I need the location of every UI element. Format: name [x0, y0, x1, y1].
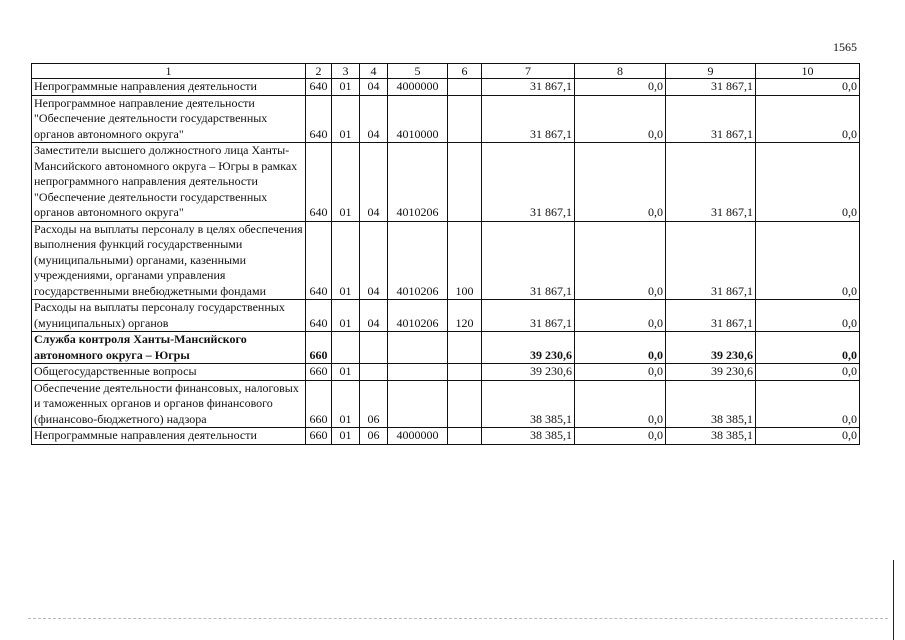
cell-code-3 [332, 332, 360, 364]
cell-code-3: 01 [332, 364, 360, 381]
column-header: 6 [448, 64, 482, 79]
cell-amount-7: 39 230,6 [482, 364, 575, 381]
cell-code-6: 120 [448, 300, 482, 332]
column-header: 1 [32, 64, 306, 79]
cell-code-3: 01 [332, 79, 360, 96]
cell-code-4: 04 [360, 221, 388, 300]
cell-code-6 [448, 143, 482, 222]
cell-description: Непрограммное направление деятельности "Обеспечение деятельности государственных органов автономного округа" [32, 95, 306, 143]
cell-code-5: 4010206 [388, 300, 448, 332]
cell-code-4: 04 [360, 300, 388, 332]
cell-code-3: 01 [332, 143, 360, 222]
cell-amount-8: 0,0 [575, 221, 666, 300]
cell-amount-9: 38 385,1 [666, 428, 756, 445]
scan-edge-line [893, 560, 894, 640]
cell-amount-8: 0,0 [575, 79, 666, 96]
table-header-row [32, 64, 860, 79]
cell-amount-7: 38 385,1 [482, 428, 575, 445]
cell-code-2: 660 [306, 364, 332, 381]
cell-code-6 [448, 364, 482, 381]
cell-code-4 [360, 332, 388, 364]
cell-code-3: 01 [332, 380, 360, 428]
table-row [32, 221, 860, 300]
cell-code-6 [448, 95, 482, 143]
cell-description: Обеспечение деятельности финансовых, налоговых и таможенных органов и органов финансового (финансово-бюджетного) надзора [32, 380, 306, 428]
cell-amount-8: 0,0 [575, 95, 666, 143]
cell-code-6 [448, 380, 482, 428]
cell-code-4 [360, 364, 388, 381]
cell-code-3: 01 [332, 221, 360, 300]
cell-code-2: 640 [306, 221, 332, 300]
cell-amount-10: 0,0 [756, 79, 860, 96]
cell-code-2: 660 [306, 380, 332, 428]
cell-amount-10: 0,0 [756, 300, 860, 332]
cell-amount-8: 0,0 [575, 428, 666, 445]
cell-description: Заместители высшего должностного лица Ханты-Мансийского автономного округа – Югры в рамках непрограммного направления деятельности "Обеспечение деятельности государственных органов автономного округа" [32, 143, 306, 222]
cell-amount-10: 0,0 [756, 95, 860, 143]
column-header: 9 [666, 64, 756, 79]
cell-code-5 [388, 332, 448, 364]
cell-code-3: 01 [332, 428, 360, 445]
cell-amount-7: 38 385,1 [482, 380, 575, 428]
cell-amount-9: 31 867,1 [666, 221, 756, 300]
cell-description: Расходы на выплаты персоналу в целях обеспечения выполнения функций государственными (муниципальными) органами, казенными учреждениями, органами управления государственными внебюджетными фондами [32, 221, 306, 300]
cell-code-4: 06 [360, 428, 388, 445]
cell-description: Служба контроля Ханты-Мансийского автономного округа – Югры [32, 332, 306, 364]
cell-code-5: 4010206 [388, 143, 448, 222]
cell-amount-7: 31 867,1 [482, 95, 575, 143]
cell-code-2: 640 [306, 79, 332, 96]
cell-code-3: 01 [332, 300, 360, 332]
cell-amount-10: 0,0 [756, 332, 860, 364]
cell-amount-9: 31 867,1 [666, 300, 756, 332]
cell-amount-9: 39 230,6 [666, 364, 756, 381]
column-header: 2 [306, 64, 332, 79]
cell-amount-8: 0,0 [575, 332, 666, 364]
cell-amount-9: 39 230,6 [666, 332, 756, 364]
cell-code-2: 640 [306, 300, 332, 332]
cell-amount-9: 38 385,1 [666, 380, 756, 428]
cell-amount-9: 31 867,1 [666, 95, 756, 143]
cell-code-6 [448, 332, 482, 364]
cell-amount-8: 0,0 [575, 380, 666, 428]
scan-artifact-line [28, 618, 888, 619]
cell-code-2: 640 [306, 95, 332, 143]
cell-code-6 [448, 79, 482, 96]
cell-code-4: 04 [360, 95, 388, 143]
table-row [32, 143, 860, 222]
column-header: 7 [482, 64, 575, 79]
cell-code-5: 4010000 [388, 95, 448, 143]
cell-code-5: 4000000 [388, 79, 448, 96]
table-row [32, 364, 860, 381]
cell-amount-7: 31 867,1 [482, 79, 575, 96]
cell-code-5: 4010206 [388, 221, 448, 300]
cell-code-4: 04 [360, 143, 388, 222]
table-row [32, 95, 860, 143]
cell-code-5 [388, 380, 448, 428]
budget-table [31, 63, 860, 445]
cell-amount-8: 0,0 [575, 364, 666, 381]
cell-amount-8: 0,0 [575, 300, 666, 332]
cell-code-4: 04 [360, 79, 388, 96]
cell-code-6 [448, 428, 482, 445]
cell-code-5 [388, 364, 448, 381]
cell-amount-7: 31 867,1 [482, 300, 575, 332]
cell-amount-7: 31 867,1 [482, 143, 575, 222]
table-body [32, 79, 860, 445]
cell-code-6: 100 [448, 221, 482, 300]
cell-amount-7: 39 230,6 [482, 332, 575, 364]
column-header: 10 [756, 64, 860, 79]
cell-code-2: 640 [306, 143, 332, 222]
cell-amount-10: 0,0 [756, 221, 860, 300]
cell-code-4: 06 [360, 380, 388, 428]
cell-amount-10: 0,0 [756, 428, 860, 445]
table-row [32, 300, 860, 332]
cell-code-2: 660 [306, 428, 332, 445]
column-header: 8 [575, 64, 666, 79]
table-row [32, 332, 860, 364]
cell-amount-8: 0,0 [575, 143, 666, 222]
cell-description: Непрограммные направления деятельности [32, 79, 306, 96]
cell-amount-9: 31 867,1 [666, 143, 756, 222]
table-row [32, 428, 860, 445]
table-row [32, 380, 860, 428]
cell-description: Расходы на выплаты персоналу государственных (муниципальных) органов [32, 300, 306, 332]
cell-code-2: 660 [306, 332, 332, 364]
cell-amount-10: 0,0 [756, 143, 860, 222]
cell-code-3: 01 [332, 95, 360, 143]
cell-amount-10: 0,0 [756, 364, 860, 381]
column-header: 3 [332, 64, 360, 79]
cell-description: Непрограммные направления деятельности [32, 428, 306, 445]
cell-description: Общегосударственные вопросы [32, 364, 306, 381]
column-header: 4 [360, 64, 388, 79]
page-number: 1565 [833, 40, 857, 54]
table-row [32, 79, 860, 96]
cell-code-5: 4000000 [388, 428, 448, 445]
cell-amount-10: 0,0 [756, 380, 860, 428]
cell-amount-7: 31 867,1 [482, 221, 575, 300]
column-header: 5 [388, 64, 448, 79]
cell-amount-9: 31 867,1 [666, 79, 756, 96]
